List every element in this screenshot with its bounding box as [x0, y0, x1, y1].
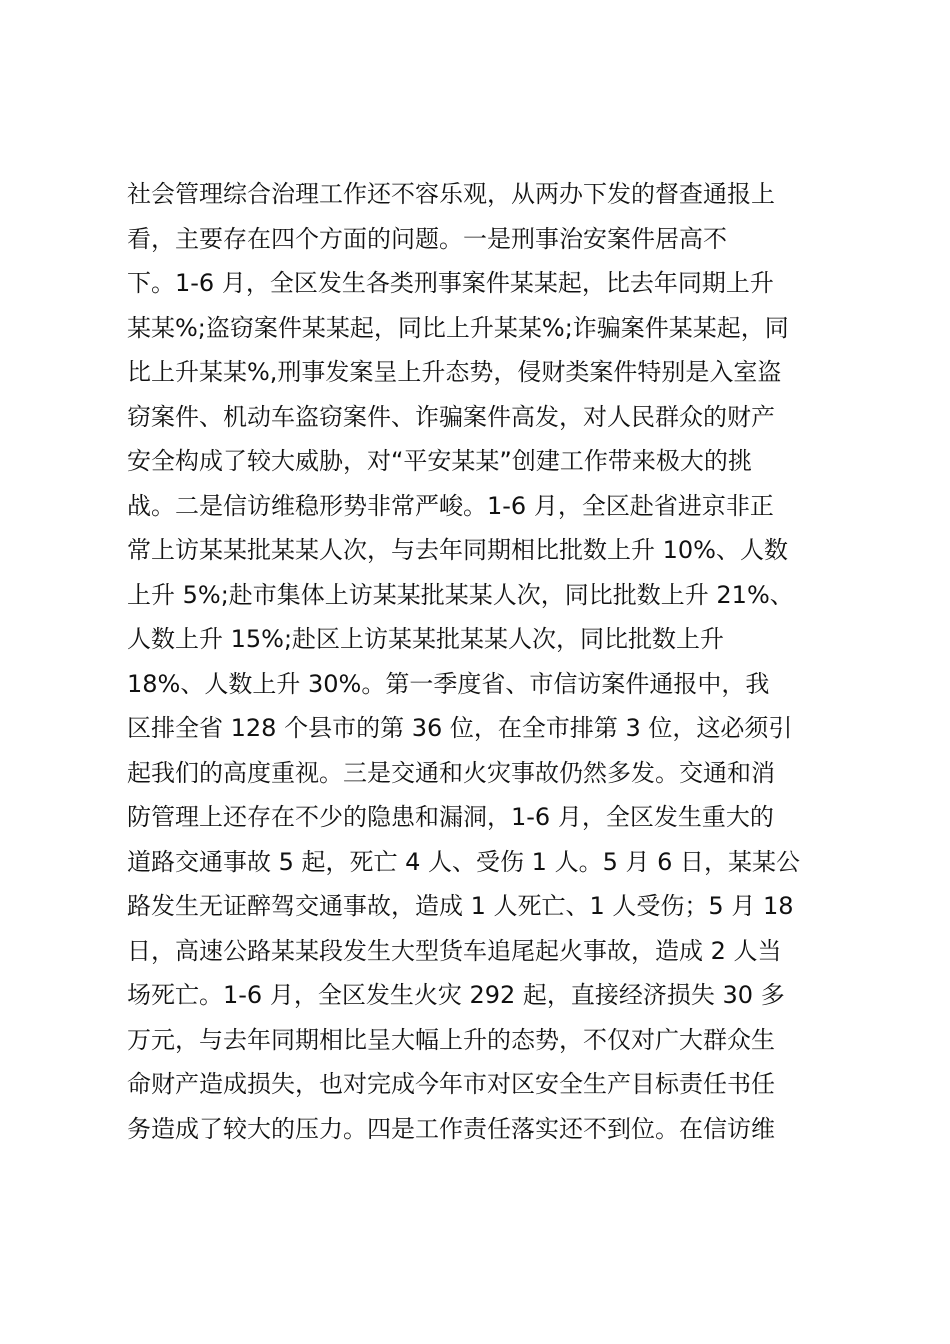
text-line: 防管理上还存在不少的隐患和漏洞，1-6 月，全区发生重大的	[127, 803, 774, 831]
text-line: 安全构成了较大威胁，对“平安某某”创建工作带来极大的挑	[127, 447, 752, 475]
text-line: 路发生无证醉驾交通事故，造成 1 人死亡、1 人受伤；5 月 18	[127, 892, 794, 920]
text-line: 命财产造成损失，也对完成今年市对区安全生产目标责任书任	[127, 1070, 775, 1098]
text-line: 起我们的高度重视。三是交通和火灾事故仍然多发。交通和消	[127, 758, 775, 787]
text-line: 18%、人数上升 30%。第一季度省、市信访案件通报中，我	[127, 669, 770, 698]
text-line: 万元，与去年同期相比呈大幅上升的态势，不仅对广大群众生	[127, 1025, 775, 1054]
text-line: 社会管理综合治理工作还不容乐观，从两办下发的督查通报上	[127, 180, 775, 208]
text-line: 区排全省 128 个县市的第 36 位，在全市排第 3 位，这必须引	[127, 714, 793, 742]
text-line: 人数上升 15%;赴区上访某某批某某人次，同比批数上升	[127, 625, 725, 653]
text-line: 场死亡。1-6 月，全区发生火灾 292 起，直接经济损失 30 多	[127, 981, 785, 1009]
text-line: 道路交通事故 5 起，死亡 4 人、受伤 1 人。5 月 6 日，某某公	[127, 847, 801, 876]
text-line: 窃案件、机动车盗窃案件、诈骗案件高发，对人民群众的财产	[127, 402, 775, 431]
text-line: 战。二是信访维稳形势非常严峻。1-6 月，全区赴省进京非正	[127, 491, 774, 520]
text-line: 看，主要存在四个方面的问题。一是刑事治安案件居高不	[127, 224, 727, 253]
text-line: 常上访某某批某某人次，与去年同期相比批数上升 10%、人数	[127, 536, 788, 564]
text-line: 下。1-6 月，全区发生各类刑事案件某某起，比去年同期上升	[127, 269, 774, 297]
text-line: 务造成了较大的压力。四是工作责任落实还不到位。在信访维	[127, 1114, 775, 1143]
text-line: 日，高速公路某某段发生大型货车追尾起火事故，造成 2 人当	[127, 936, 782, 965]
text-line: 上升 5%;赴市集体上访某某批某某人次，同比批数上升 21%、	[127, 580, 794, 609]
text-line: 比上升某某%,刑事发案呈上升态势，侵财类案件特别是入室盗	[127, 358, 782, 386]
text-line: 某某%;盗窃案件某某起，同比上升某某%;诈骗案件某某起，同	[127, 313, 789, 342]
body-paragraph	[127, 172, 837, 1151]
